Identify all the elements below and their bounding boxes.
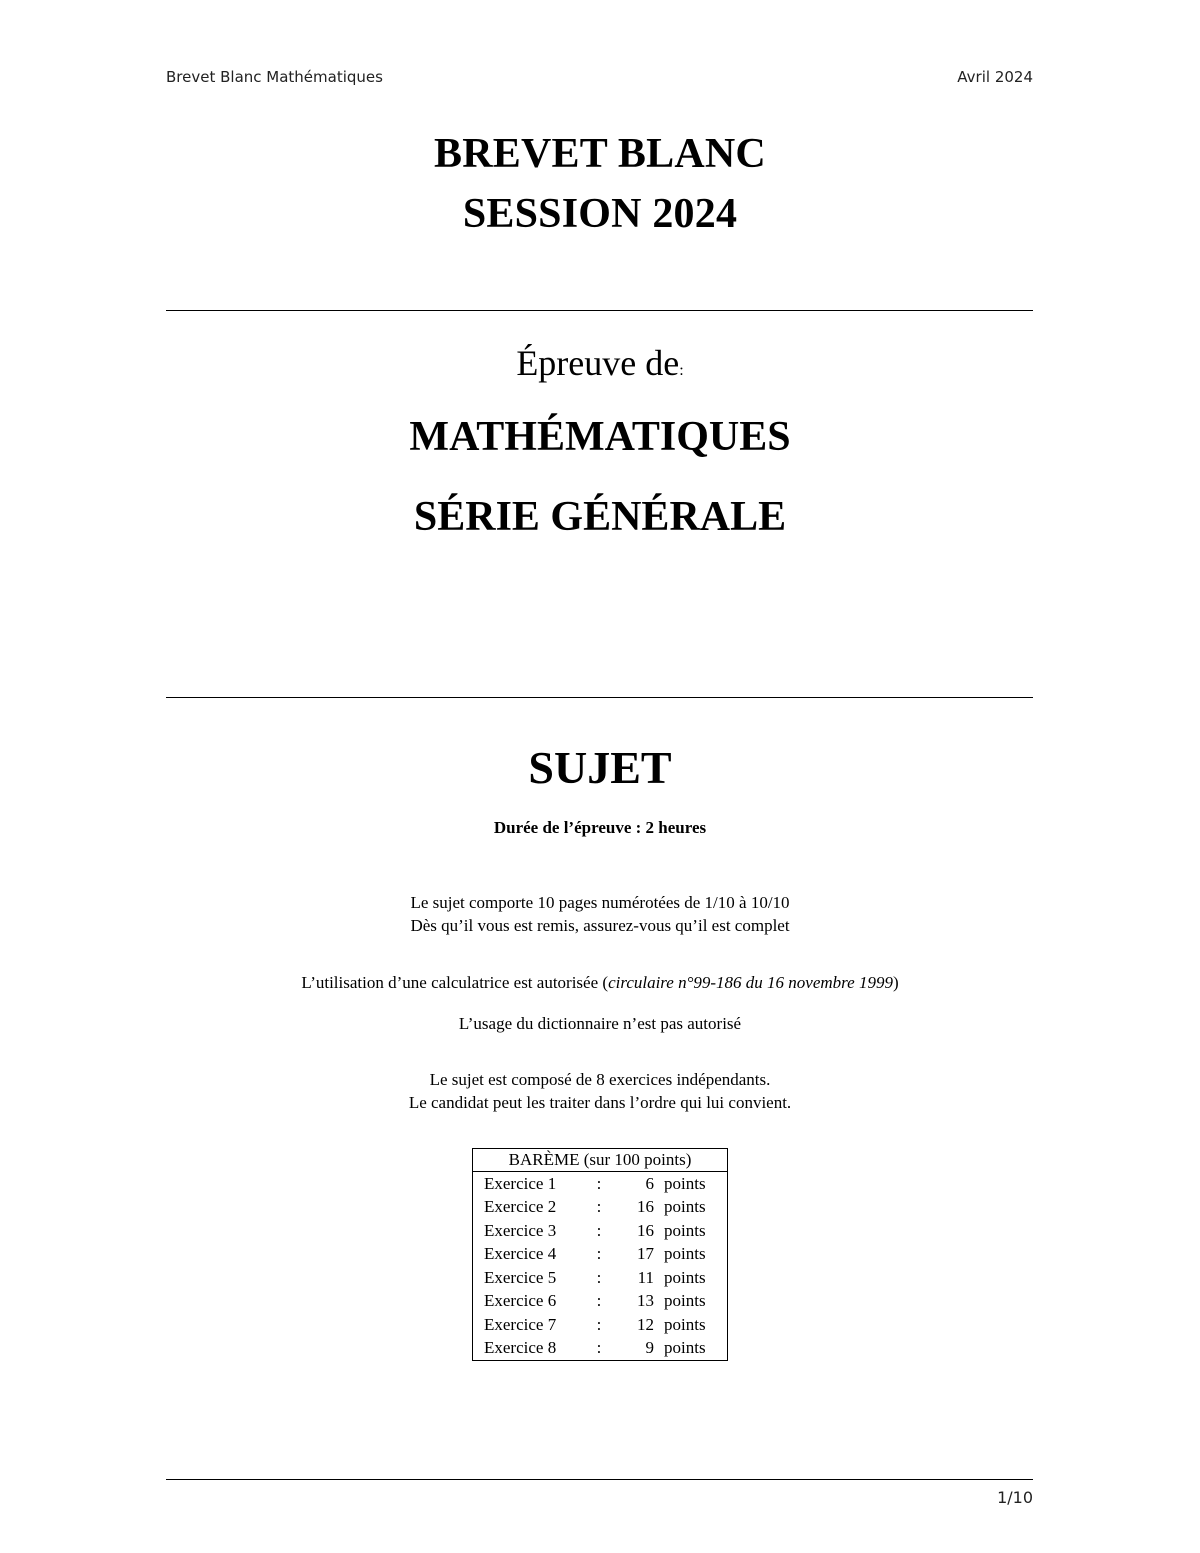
exercise-points: 16 bbox=[637, 1220, 654, 1240]
exercise-name: Exercice 2 bbox=[484, 1197, 557, 1217]
subject-title: MATHÉMATIQUES bbox=[409, 414, 791, 460]
separator: : bbox=[596, 1314, 602, 1334]
exercise-name: Exercice 7 bbox=[484, 1314, 557, 1334]
bareme-row bbox=[473, 1290, 728, 1314]
points-unit: points bbox=[664, 1314, 706, 1334]
exercise-points: 6 bbox=[645, 1173, 654, 1193]
duree-text: Durée de l’épreuve : 2 heures bbox=[493, 818, 707, 837]
divider-top bbox=[166, 310, 1033, 311]
title-line-2: SESSION 2024 bbox=[462, 191, 738, 237]
exercise-points: 16 bbox=[637, 1197, 654, 1217]
calc-prefix: L’utilisation d’une calculatrice est autorisée ( bbox=[301, 973, 609, 992]
exercise-name: Exercice 8 bbox=[484, 1338, 557, 1358]
bareme-row bbox=[473, 1337, 728, 1361]
bareme-table bbox=[472, 1148, 728, 1361]
points-unit: points bbox=[664, 1291, 706, 1311]
separator: : bbox=[596, 1267, 602, 1287]
bareme-header: BARÈME (sur 100 points) bbox=[473, 1149, 728, 1172]
separator: : bbox=[596, 1173, 602, 1193]
separator: : bbox=[596, 1291, 602, 1311]
separator: : bbox=[596, 1220, 602, 1240]
points-unit: points bbox=[664, 1220, 706, 1240]
divider-bottom bbox=[166, 1479, 1033, 1480]
divider-middle bbox=[166, 697, 1033, 698]
exercise-points: 9 bbox=[645, 1338, 654, 1358]
exercise-points: 11 bbox=[637, 1267, 654, 1287]
exercise-name: Exercice 4 bbox=[484, 1244, 557, 1264]
bareme-row bbox=[473, 1172, 728, 1196]
page-number: 1/10 bbox=[997, 1488, 1033, 1507]
bareme-row bbox=[473, 1266, 728, 1290]
title-line-1: BREVET BLANC bbox=[434, 131, 766, 177]
sujet-title: SUJET bbox=[528, 742, 672, 793]
dictionnaire-info: L’usage du dictionnaire n’est pas autorisé bbox=[458, 1014, 742, 1033]
exercices-line-2: Le candidat peut les traiter dans l’ordre qui lui convient. bbox=[408, 1093, 792, 1112]
bareme-body bbox=[473, 1172, 728, 1361]
points-unit: points bbox=[664, 1244, 706, 1264]
header-title: Brevet Blanc Mathématiques bbox=[166, 68, 383, 86]
serie-title: SÉRIE GÉNÉRALE bbox=[413, 494, 787, 540]
calc-circulaire: circulaire n°99-186 du 16 novembre 1999 bbox=[608, 973, 893, 992]
exercices-line-1: Le sujet est composé de 8 exercices indépendants. bbox=[429, 1070, 771, 1089]
header-date: Avril 2024 bbox=[957, 68, 1033, 86]
exercise-points: 12 bbox=[637, 1314, 654, 1334]
pages-line-1: Le sujet comporte 10 pages numérotées de 1/10 à 10/10 bbox=[410, 893, 790, 912]
points-unit: points bbox=[664, 1338, 706, 1358]
exercise-name: Exercice 1 bbox=[484, 1173, 557, 1193]
bareme-row bbox=[473, 1243, 728, 1267]
exercise-points: 17 bbox=[637, 1244, 654, 1264]
epreuve-colon: : bbox=[679, 362, 684, 379]
pages-info bbox=[0, 891, 1200, 937]
pages-line-2: Dès qu’il vous est remis, assurez-vous qu’il est complet bbox=[410, 916, 790, 935]
exercise-points: 13 bbox=[637, 1291, 654, 1311]
epreuve-text: Épreuve de bbox=[516, 343, 680, 383]
bareme-row bbox=[473, 1219, 728, 1243]
points-unit: points bbox=[664, 1267, 706, 1287]
exercise-name: Exercice 3 bbox=[484, 1220, 557, 1240]
exercise-name: Exercice 6 bbox=[484, 1291, 557, 1311]
main-title bbox=[0, 124, 1200, 244]
exercise-name: Exercice 5 bbox=[484, 1267, 557, 1287]
bareme-row bbox=[473, 1196, 728, 1220]
points-unit: points bbox=[664, 1173, 706, 1193]
separator: : bbox=[596, 1338, 602, 1358]
bareme-row bbox=[473, 1313, 728, 1337]
points-unit: points bbox=[664, 1197, 706, 1217]
calculator-info bbox=[0, 971, 1200, 994]
separator: : bbox=[596, 1197, 602, 1217]
separator: : bbox=[596, 1244, 602, 1264]
exercices-info bbox=[0, 1068, 1200, 1114]
epreuve-label bbox=[0, 342, 1200, 384]
calc-suffix: ) bbox=[892, 973, 899, 992]
